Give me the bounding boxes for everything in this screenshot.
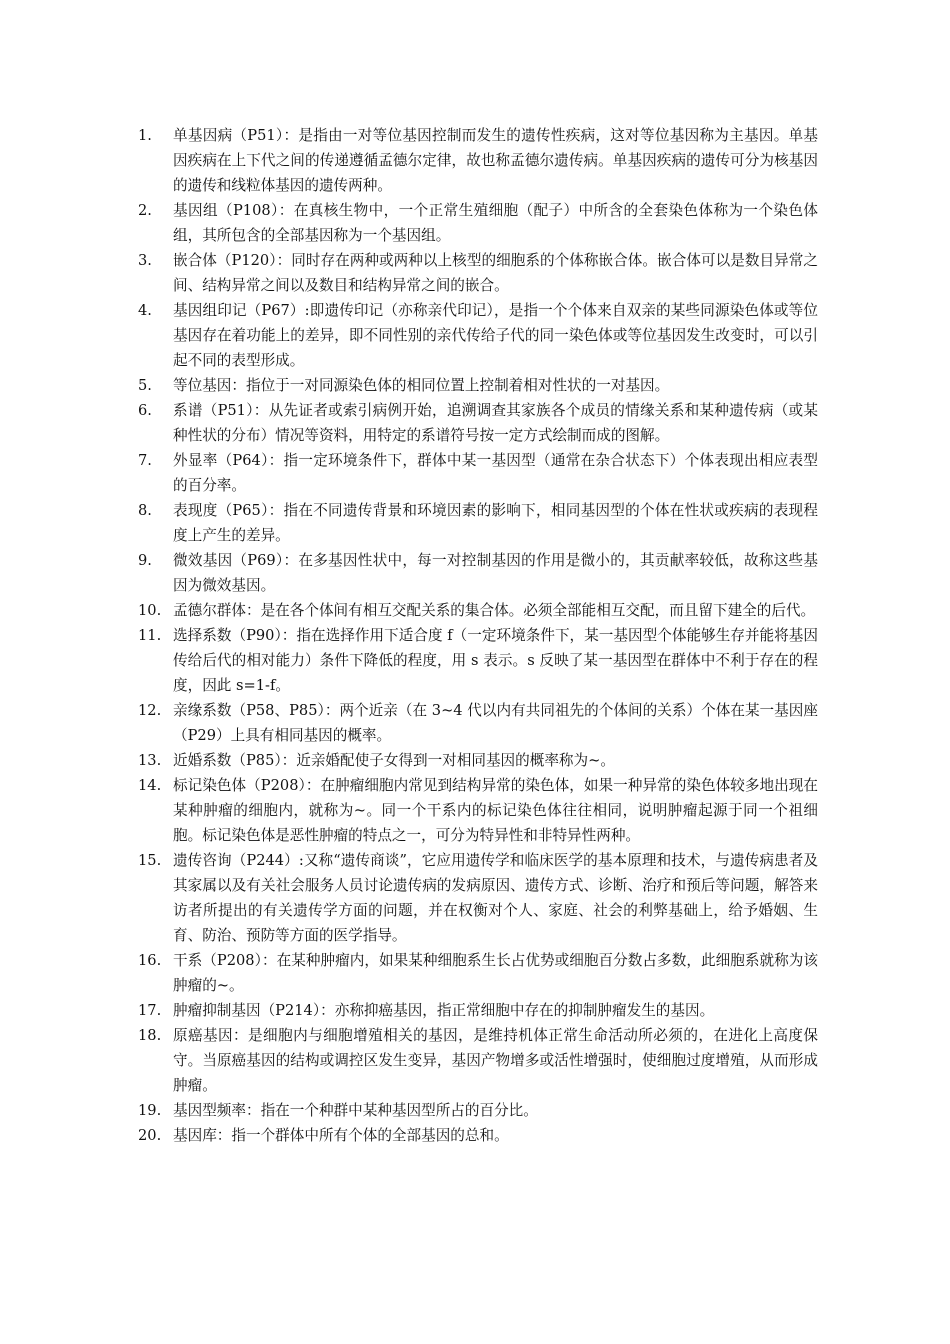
list-item (138, 623, 818, 698)
item-text: 等位基因：指位于一对同源染色体的相同位置上控制着相对性状的一对基因。 (173, 377, 670, 394)
item-number: 19. (138, 1102, 162, 1119)
item-text: 系谱（P51）：从先证者或索引病例开始，追溯调查其家族各个成员的情缘关系和某种遗传病（或某种性状的分布）情况等资料，用特定的系谱符号按一定方式绘制而成的图解。 (173, 402, 818, 444)
list-item (138, 498, 818, 548)
item-number: 8. (138, 502, 152, 519)
item-number: 17. (138, 1002, 162, 1019)
item-text: 标记染色体（P208）：在肿瘤细胞内常见到结构异常的染色体，如果一种异常的染色体较多地出现在某种肿瘤的细胞内，就称为~。同一个干系内的标记染色体往往相同，说明肿瘤起源于同一个祖细胞。标记染色体是恶性肿瘤的特点之一，可分为特异性和非特异性两种。 (173, 777, 818, 844)
item-number: 5. (138, 377, 152, 394)
item-number: 12. (138, 702, 162, 719)
item-number: 10. (138, 602, 162, 619)
item-text: 原癌基因：是细胞内与细胞增殖相关的基因，是维持机体正常生命活动所必须的，在进化上高度保守。当原癌基因的结构或调控区发生变异，基因产物增多或活性增强时，使细胞过度增殖，从而形成肿瘤。 (173, 1027, 818, 1094)
item-text: 近婚系数（P85）：近亲婚配使子女得到一对相同基因的概率称为~。 (173, 752, 615, 769)
item-number: 2. (138, 202, 152, 219)
list-item (138, 298, 818, 373)
definition-list (138, 123, 818, 1148)
list-item (138, 198, 818, 248)
item-text: 单基因病（P51）：是指由一对等位基因控制而发生的遗传性疾病，这对等位基因称为主基因。单基因疾病在上下代之间的传递遵循孟德尔定律，故也称孟德尔遗传病。单基因疾病的遗传可分为核基因的遗传和线粒体基因的遗传两种。 (173, 127, 818, 194)
list-item (138, 398, 818, 448)
item-text: 嵌合体（P120）：同时存在两种或两种以上核型的细胞系的个体称嵌合体。嵌合体可以是数目异常之间、结构异常之间以及数目和结构异常之间的嵌合。 (173, 252, 818, 294)
list-item (138, 698, 818, 748)
list-item (138, 373, 818, 398)
item-number: 6. (138, 402, 152, 419)
item-number: 20. (138, 1127, 162, 1144)
list-item (138, 948, 818, 998)
item-number: 16. (138, 952, 162, 969)
item-number: 7. (138, 452, 152, 469)
item-text: 表现度（P65）：指在不同遗传背景和环境因素的影响下，相同基因型的个体在性状或疾病的表现程度上产生的差异。 (173, 502, 818, 544)
list-item (138, 598, 818, 623)
item-number: 15. (138, 852, 162, 869)
item-number: 4. (138, 302, 152, 319)
list-item (138, 448, 818, 498)
item-text: 选择系数（P90）：指在选择作用下适合度 f（一定环境条件下，某一基因型个体能够生存并能将基因传给后代的相对能力）条件下降低的程度，用 s 表示。s 反映了某一基因型在群体中不利于存在的程度，因此 s=1-f。 (173, 627, 818, 694)
item-number: 3. (138, 252, 152, 269)
item-text: 基因组印记（P67）:即遗传印记（亦称亲代印记），是指一个个体来自双亲的某些同源染色体或等位基因存在着功能上的差异，即不同性别的亲代传给子代的同一染色体或等位基因发生改变时，可以引起不同的表型形成。 (173, 302, 818, 369)
item-text: 基因型频率：指在一个种群中某种基因型所占的百分比。 (173, 1102, 538, 1119)
item-number: 11. (138, 627, 162, 644)
list-item (138, 748, 818, 773)
item-text: 微效基因（P69）：在多基因性状中，每一对控制基因的作用是微小的，其贡献率较低，故称这些基因为微效基因。 (173, 552, 818, 594)
list-item (138, 848, 818, 948)
item-number: 1. (138, 127, 152, 144)
list-item (138, 1023, 818, 1098)
list-item (138, 123, 818, 198)
list-item (138, 1123, 818, 1148)
item-text: 干系（P208）：在某种肿瘤内，如果某种细胞系生长占优势或细胞百分数占多数，此细胞系就称为该肿瘤的~。 (173, 952, 818, 994)
item-text: 外显率（P64）：指一定环境条件下，群体中某一基因型（通常在杂合状态下）个体表现出相应表型的百分率。 (173, 452, 818, 494)
item-text: 遗传咨询（P244）:又称“遗传商谈”，它应用遗传学和临床医学的基本原理和技术，与遗传病患者及其家属以及有关社会服务人员讨论遗传病的发病原因、遗传方式、诊断、治疗和预后等问题，解答来访者所提出的有关遗传学方面的问题，并在权衡对个人、家庭、社会的利弊基础上，给予婚姻、生育、防治、预防等方面的医学指导。 (173, 852, 818, 944)
item-text: 基因组（P108）：在真核生物中，一个正常生殖细胞（配子）中所含的全套染色体称为一个染色体组，其所包含的全部基因称为一个基因组。 (173, 202, 818, 244)
item-number: 9. (138, 552, 152, 569)
item-text: 肿瘤抑制基因（P214）：亦称抑癌基因，指正常细胞中存在的抑制肿瘤发生的基因。 (173, 1002, 715, 1019)
item-text: 基因库：指一个群体中所有个体的全部基因的总和。 (173, 1127, 509, 1144)
list-item (138, 1098, 818, 1123)
list-item (138, 998, 818, 1023)
item-number: 18. (138, 1027, 162, 1044)
item-number: 14. (138, 777, 162, 794)
list-item (138, 773, 818, 848)
item-text: 亲缘系数（P58、P85）：两个近亲（在 3~4 代以内有共同祖先的个体间的关系）个体在某一基因座（P29）上具有相同基因的概率。 (173, 702, 818, 744)
item-number: 13. (138, 752, 162, 769)
list-item (138, 248, 818, 298)
item-text: 孟德尔群体：是在各个体间有相互交配关系的集合体。必须全部能相互交配，而且留下建全的后代。 (173, 602, 816, 619)
list-item (138, 548, 818, 598)
